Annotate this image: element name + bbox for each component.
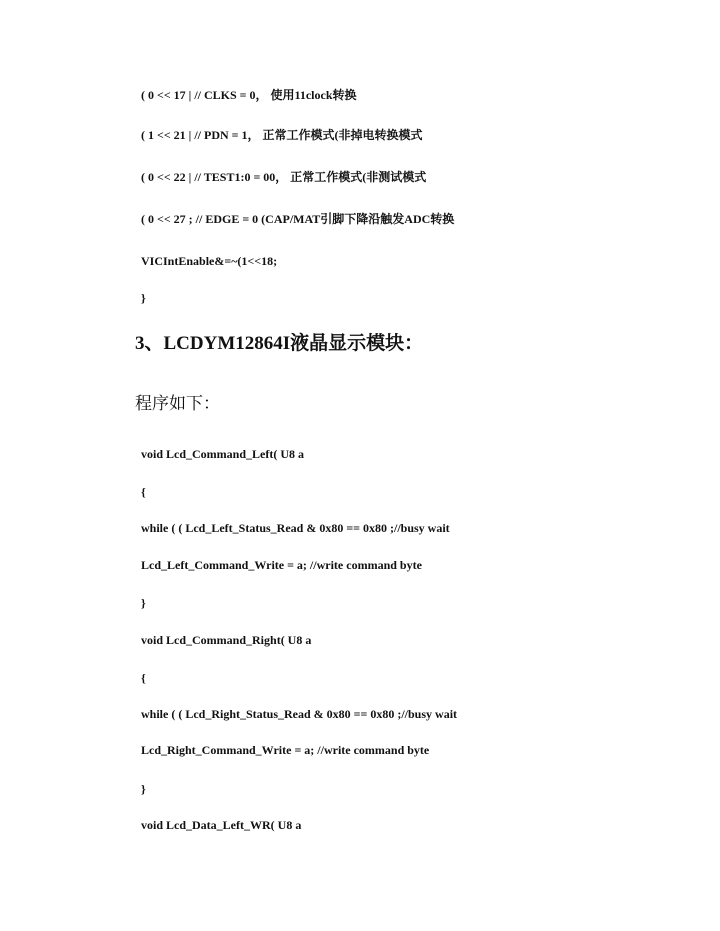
code-line: Lcd_Right_Command_Write = a; //write command byte: [141, 743, 430, 757]
code-line: }: [141, 782, 146, 796]
code-line: ( 0 << 27 ; // EDGE = 0 (CAP/MAT引脚下降沿触发ADC转换: [141, 212, 455, 226]
section-heading: 3、LCDYM12864I液晶显示模块：: [135, 333, 424, 354]
code-line: }: [141, 291, 146, 305]
code-line: ( 1 << 21 | // PDN = 1， 正常工作模式(非掉电转换模式: [141, 128, 423, 142]
code-line: while ( ( Lcd_Left_Status_Read & 0x80 == 0x80 ;//busy wait: [141, 521, 450, 535]
code-line: {: [141, 671, 146, 685]
code-line: while ( ( Lcd_Right_Status_Read & 0x80 == 0x80 ;//busy wait: [141, 707, 458, 721]
code-line: VICIntEnable&=~(1<<18;: [141, 254, 278, 268]
section-subheading: 程序如下：: [135, 394, 220, 413]
code-line: void Lcd_Command_Left( U8 a: [141, 447, 305, 461]
code-line: ( 0 << 22 | // TEST1:0 = 00， 正常工作模式(非测试模式: [141, 170, 427, 184]
code-line: void Lcd_Command_Right( U8 a: [141, 633, 312, 647]
code-line: }: [141, 596, 146, 610]
code-line: {: [141, 485, 146, 499]
code-line: void Lcd_Data_Left_WR( U8 a: [141, 818, 302, 832]
code-line: ( 0 << 17 | // CLKS = 0， 使用11clock转换: [141, 88, 357, 102]
code-line: Lcd_Left_Command_Write = a; //write command byte: [141, 558, 422, 572]
